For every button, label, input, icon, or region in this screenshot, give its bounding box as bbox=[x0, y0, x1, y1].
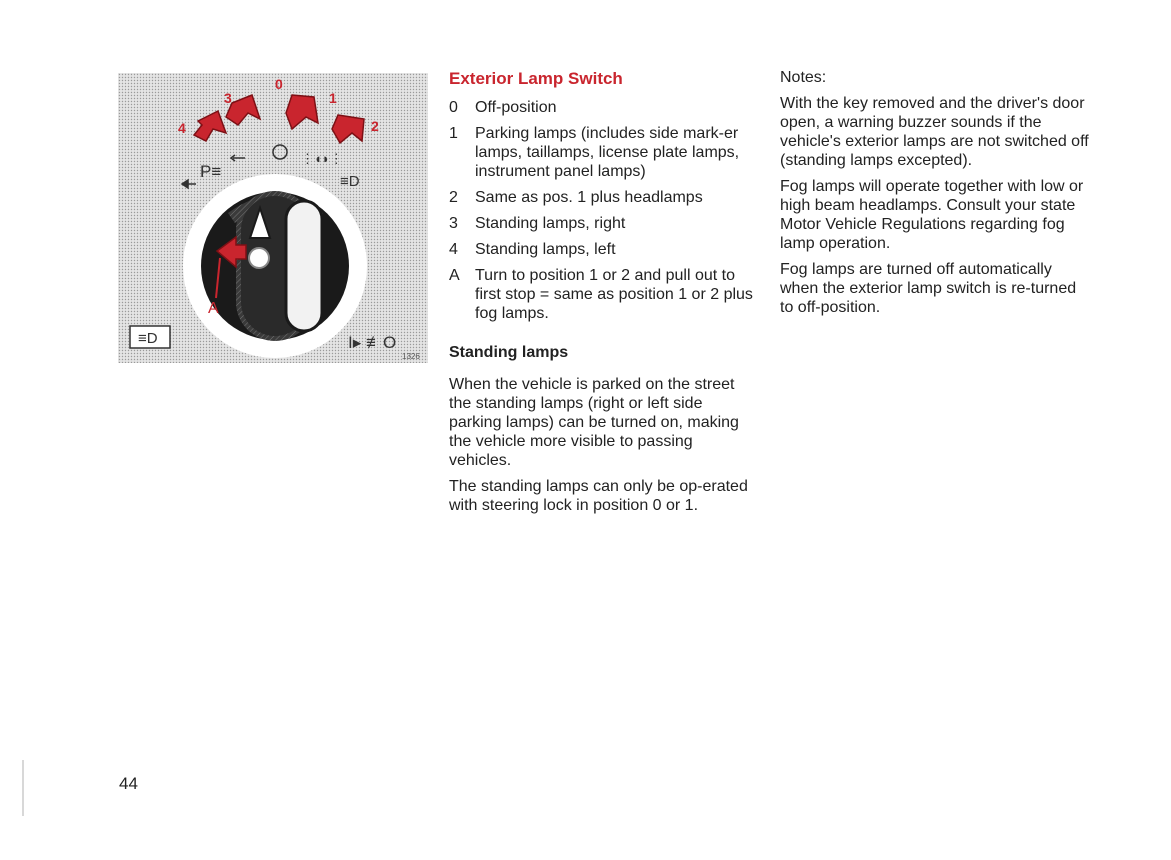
notes-column bbox=[780, 68, 1090, 324]
lamp-switch-figure bbox=[118, 73, 428, 363]
svg-text:P≡: P≡ bbox=[200, 162, 222, 181]
fog-lamp-icon bbox=[348, 333, 396, 352]
position-2-label: 2 bbox=[371, 118, 379, 134]
label-a: A bbox=[208, 300, 219, 317]
item-text: Standing lamps, right bbox=[475, 215, 626, 232]
item-key: 0 bbox=[449, 99, 458, 116]
item-text: Same as pos. 1 plus headlamps bbox=[475, 189, 703, 206]
item-text: Standing lamps, left bbox=[475, 241, 616, 258]
notes-label: Notes: bbox=[780, 69, 827, 86]
item-key: 2 bbox=[449, 189, 458, 206]
list-item bbox=[449, 266, 759, 323]
figure-number: 1326 bbox=[402, 352, 420, 361]
item-text: Parking lamps (includes side mark-er lamps, taillamps, license plate lamps, instrument panel lamps) bbox=[475, 125, 740, 180]
list-item bbox=[449, 188, 759, 207]
list-item bbox=[449, 240, 759, 259]
item-key: 1 bbox=[449, 125, 458, 142]
lamp-switch-illustration bbox=[118, 73, 428, 363]
notes-paragraph: With the key removed and the driver's door open, a warning buzzer sounds if the vehicle's exterior lamps are not switched off (standing lamps excepted). bbox=[780, 95, 1089, 169]
item-key: 3 bbox=[449, 215, 458, 232]
headlamp-switch-icon bbox=[130, 326, 170, 348]
standing-lamps-paragraph: When the vehicle is parked on the street the standing lamps (right or left side parking lamps) can be turned on, making the vehicle more visible to passing vehicles. bbox=[449, 376, 739, 469]
list-item bbox=[449, 98, 759, 117]
list-item bbox=[449, 214, 759, 233]
notes-paragraph: Fog lamps are turned off automatically when the exterior lamp switch is re-turned to off-position. bbox=[780, 261, 1077, 316]
page-edge-mark bbox=[22, 760, 24, 816]
svg-text:≡D: ≡D bbox=[340, 173, 360, 190]
item-text: Turn to position 1 or 2 and pull out to first stop = same as position 1 or 2 plus fog lamps. bbox=[475, 267, 753, 322]
page-number: 44 bbox=[119, 774, 138, 793]
position-1-label: 1 bbox=[329, 90, 337, 106]
headlamp-icon bbox=[340, 173, 360, 190]
item-text: Off-position bbox=[475, 99, 557, 116]
item-key: 4 bbox=[449, 241, 458, 258]
section-title-exterior-lamp-switch: Exterior Lamp Switch bbox=[449, 69, 623, 88]
item-key: A bbox=[449, 267, 460, 284]
notes-paragraph: Fog lamps will operate together with low or high beam headlamps. Consult your state Motor Vehicle Regulations regarding fog lamp operation. bbox=[780, 178, 1084, 252]
switch-knob bbox=[201, 191, 349, 341]
main-column bbox=[449, 68, 759, 522]
position-4-label: 4 bbox=[178, 120, 186, 136]
position-3-label: 3 bbox=[224, 90, 232, 106]
svg-text:I▸ ≢O: I▸ ≢O bbox=[348, 333, 397, 352]
list-item bbox=[449, 124, 759, 181]
switch-position-list bbox=[449, 98, 759, 323]
svg-text:⋮◖◗⋮: ⋮◖◗⋮ bbox=[301, 151, 343, 166]
standing-lamps-paragraph: The standing lamps can only be op-erated with steering lock in position 0 or 1. bbox=[449, 478, 748, 514]
section-title-standing-lamps: Standing lamps bbox=[449, 344, 569, 361]
knob-grip bbox=[286, 201, 322, 331]
knob-center bbox=[249, 248, 269, 268]
side-marker-lamp-icon bbox=[301, 151, 343, 166]
svg-text:≡D: ≡D bbox=[138, 330, 158, 347]
position-0-label: 0 bbox=[275, 76, 283, 92]
